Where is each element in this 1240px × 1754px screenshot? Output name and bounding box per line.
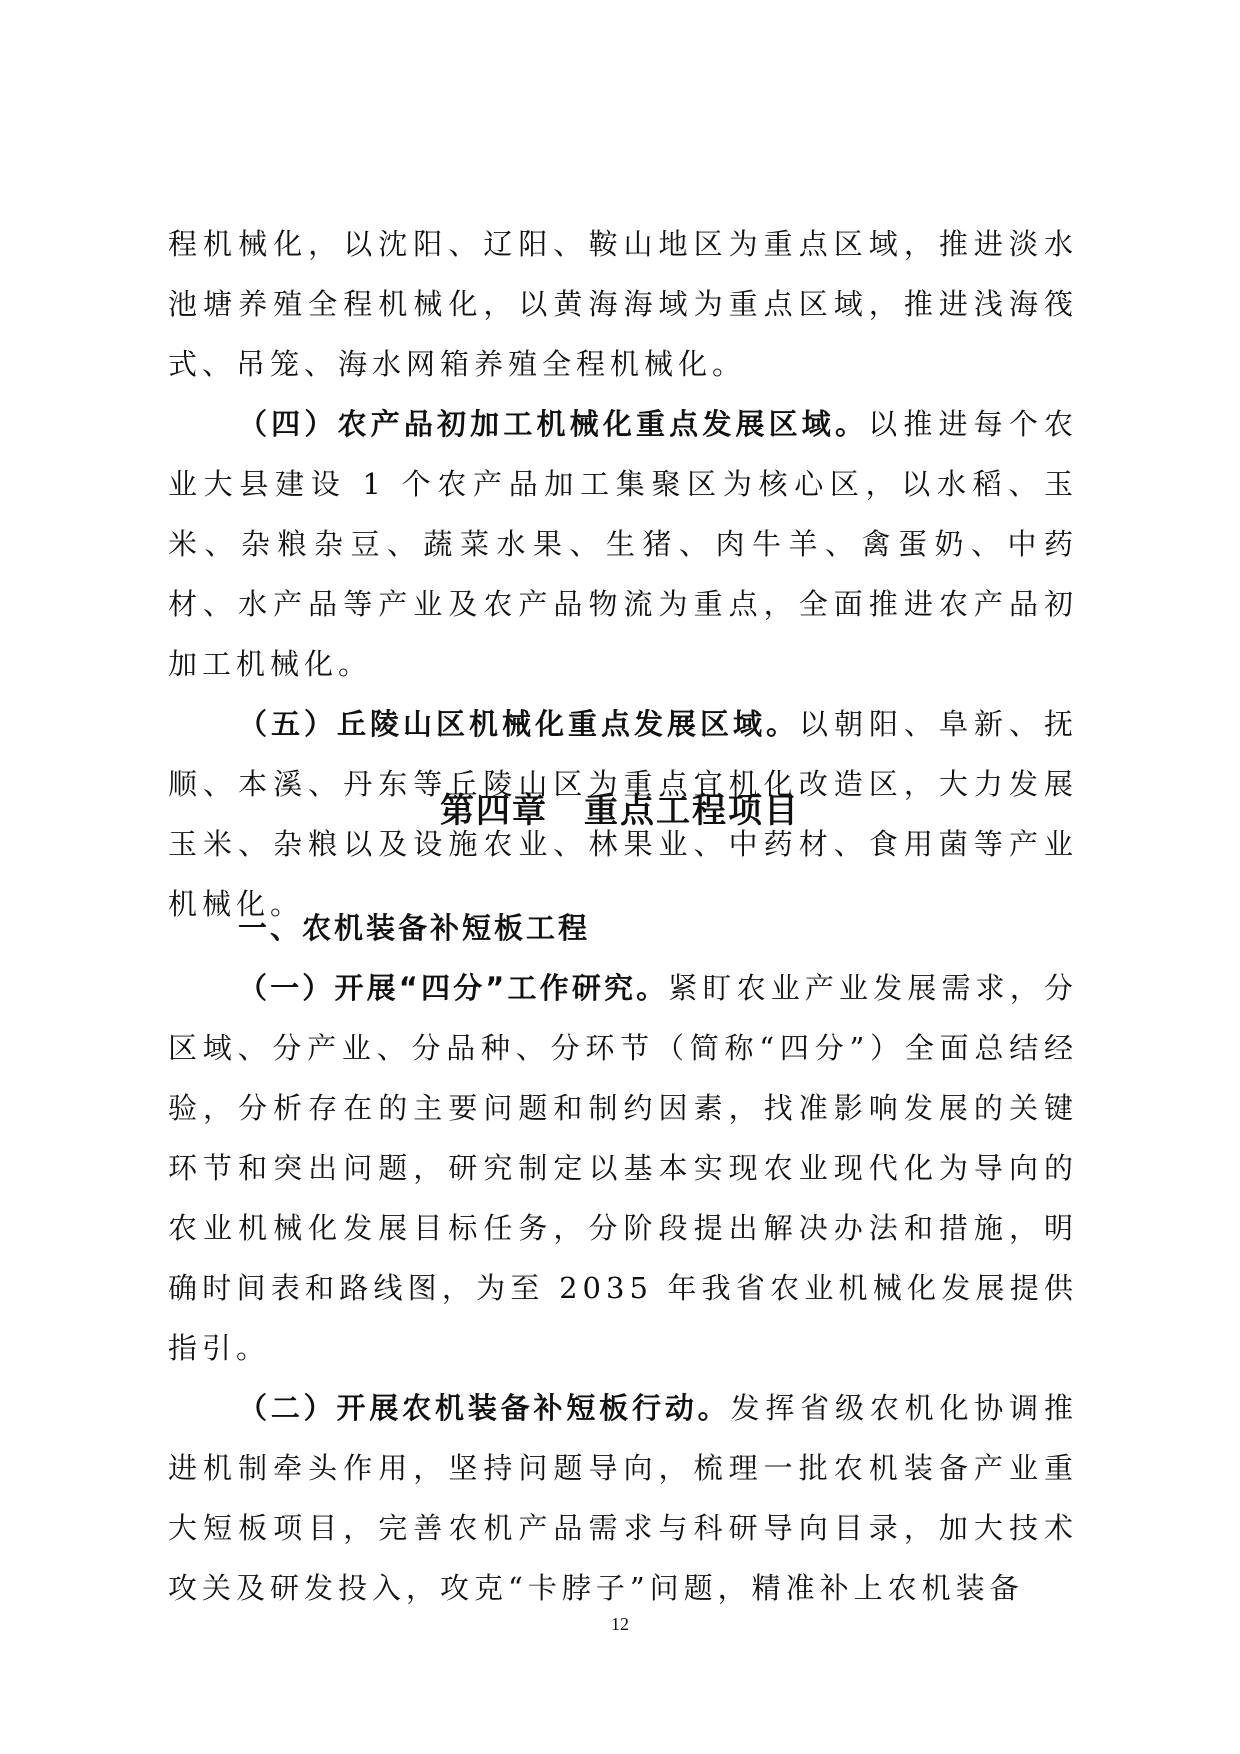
paragraph-text: 以朝阳、阜新、抚顺、本溪、丹东等丘陵山区为重点宜机化改造区，大力发展玉米、杂粮以及设施农业、林果业、中药材、食用菌等产业机械化。 bbox=[168, 707, 1078, 921]
paragraph-text: 发挥省级农机化协调推进机制牵头作用，坚持问题导向，梳理一批农机装备产业重大短板项目，完善农机产品需求与科研导向目录，加大技术攻关及研发投入，攻克“卡脖子”问题，精准补上农机装备 bbox=[168, 1391, 1078, 1605]
paragraph-text: 程机械化，以沈阳、辽阳、鞍山地区为重点区域，推进淡水池塘养殖全程机械化，以黄海海域为重点区域，推进浅海筏式、吊笼、海水网箱养殖全程机械化。 bbox=[168, 227, 1078, 381]
paragraph-lead-heading: （二）开展农机装备补短板行动。 bbox=[238, 1391, 731, 1425]
paragraph-text: 以推进每个农业大县建设 1 个农产品加工集聚区为核心区，以水稻、玉米、杂粮杂豆、蔬菜水果、生猪、肉牛羊、禽蛋奶、中药材、水产品等产业及农产品物流为重点，全面推进农产品初加工机械化。 bbox=[168, 407, 1078, 681]
chapter-title: 第四章 重点工程项目 bbox=[440, 791, 800, 831]
paragraph-shortboard-action bbox=[168, 1378, 1078, 1618]
paragraph-lead-heading: （五）丘陵山区机械化重点发展区域。 bbox=[238, 707, 799, 741]
paragraph-processing-regions bbox=[168, 394, 1078, 694]
paragraph-text: 紧盯农业产业发展需求，分区域、分产业、分品种、分环节（简称“四分”）全面总结经验，分析存在的主要问题和制约因素，找准影响发展的关键环节和突出问题，研究制定以基本实现农业现代化为导向的农业机械化发展目标任务，分阶段提出解决办法和措施，明确时间表和路线图，为至 2035 年我省农业机械化发展提供指引。 bbox=[168, 971, 1078, 1365]
paragraph-continuation bbox=[168, 214, 1078, 394]
paragraph-lead-heading: （一）开展“四分”工作研究。 bbox=[238, 971, 669, 1005]
section-heading: 一、农机装备补短板工程 bbox=[238, 911, 591, 945]
page-number: 12 bbox=[611, 1614, 629, 1634]
paragraph-lead-heading: （四）农产品初加工机械化重点发展区域。 bbox=[238, 407, 869, 441]
body-text-bottom bbox=[168, 898, 1078, 1618]
paragraph-four-divisions-study bbox=[168, 958, 1078, 1378]
